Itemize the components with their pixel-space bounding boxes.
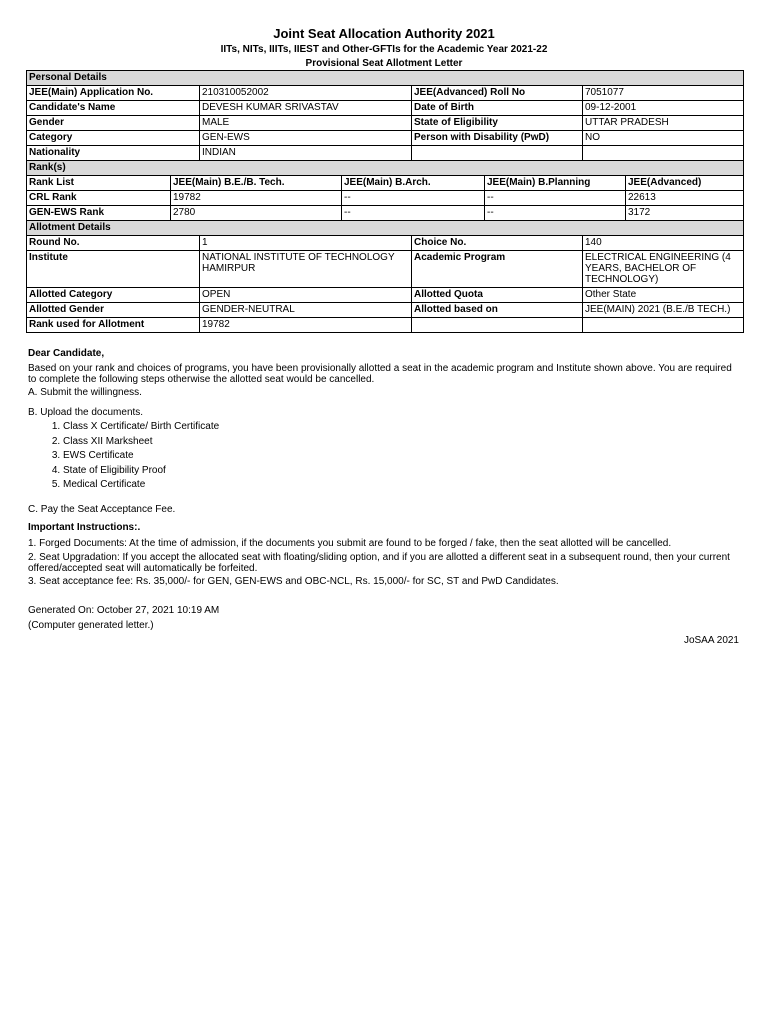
table-row [27, 146, 744, 161]
rank-cell: -- [342, 191, 485, 206]
rank-cell: -- [342, 206, 485, 221]
institute-label: Institute [27, 251, 200, 288]
nationality-label: Nationality [27, 146, 200, 161]
page-subtitle: IITs, NITs, IIITs, IIEST and Other-GFTIs for the Academic Year 2021-22 [220, 44, 548, 55]
name-label: Candidate's Name [27, 101, 200, 116]
table-row [27, 131, 744, 146]
app-no-label: JEE(Main) Application No. [27, 86, 200, 101]
program-label: Academic Program [412, 251, 583, 288]
rank-cell: GEN-EWS Rank [27, 206, 171, 221]
gender-value: MALE [200, 116, 412, 131]
pwd-value: NO [583, 131, 744, 146]
quota-value: Other State [583, 288, 744, 303]
roll-label: JEE(Advanced) Roll No [412, 86, 583, 101]
rank-cell: 2780 [171, 206, 342, 221]
choice-label: Choice No. [412, 236, 583, 251]
page-title: Joint Seat Allocation Authority 2021 [273, 26, 495, 41]
list-item: 1. Class X Certificate/ Birth Certificate [63, 420, 219, 435]
state-value: UTTAR PRADESH [583, 116, 744, 131]
section-header-allotment [27, 221, 744, 236]
category-label: Category [27, 131, 200, 146]
rank-row [27, 206, 744, 221]
table-row [27, 86, 744, 101]
table-row [27, 288, 744, 303]
nationality-value: INDIAN [200, 146, 412, 161]
table-row [27, 116, 744, 131]
state-label: State of Eligibility [412, 116, 583, 131]
list-item: 5. Medical Certificate [63, 478, 219, 493]
allotted-gender-value: GENDER-NEUTRAL [200, 303, 412, 318]
table-row [27, 303, 744, 318]
section-header-personal [27, 71, 744, 86]
rank-cell: -- [485, 191, 626, 206]
list-item: 3. EWS Certificate [63, 449, 219, 464]
quota-label: Allotted Quota [412, 288, 583, 303]
rank-used-value: 19782 [200, 318, 412, 333]
rank-cell: 22613 [626, 191, 744, 206]
rank-used-label: Rank used for Allotment [27, 318, 200, 333]
dob-value: 09-12-2001 [583, 101, 744, 116]
name-value: DEVESH KUMAR SRIVASTAV [200, 101, 412, 116]
list-item: 4. State of Eligibility Proof [63, 464, 219, 479]
rank-cell: -- [485, 206, 626, 221]
intro-paragraph: Based on your rank and choices of programs, you have been provisionally allotted a seat in the academic program and Institute shown above. You are required to complete the following steps otherwise the allotted seat would be cancelled. [28, 363, 732, 385]
app-no-value: 210310052002 [200, 86, 412, 101]
rank-cell: 19782 [171, 191, 342, 206]
rank-col-header: JEE(Advanced) [626, 176, 744, 191]
round-value: 1 [200, 236, 412, 251]
category-value: GEN-EWS [200, 131, 412, 146]
documents-list [28, 420, 219, 493]
table-row [27, 251, 744, 288]
generated-on: Generated On: October 27, 2021 10:19 AM [28, 605, 220, 616]
rank-col-header: JEE(Main) B.E./B. Tech. [171, 176, 342, 191]
step-a: A. Submit the willingness. [28, 387, 142, 398]
instruction-item: 1. Forged Documents: At the time of admission, if the documents you submit are found to be forged / fake, then the seat allotted will be cancelled. [28, 538, 672, 549]
program-value: ELECTRICAL ENGINEERING (4 YEARS, BACHELOR OF TECHNOLOGY) [583, 251, 744, 288]
allotted-category-label: Allotted Category [27, 288, 200, 303]
footer-signature: JoSAA 2021 [683, 635, 739, 646]
rank-row [27, 191, 744, 206]
rank-cell: 3172 [626, 206, 744, 221]
rank-header-row [27, 176, 744, 191]
instruction-item: 2. Seat Upgradation: If you accept the allocated seat with floating/sliding option, and if you are allotted a different seat in a subsequent round, then your current offered/accepted seat will automatically be forfeited. [28, 552, 730, 574]
roll-value: 7051077 [583, 86, 744, 101]
table-row [27, 236, 744, 251]
based-on-value: JEE(MAIN) 2021 (B.E./B TECH.) [583, 303, 744, 318]
rank-col-header: JEE(Main) B.Arch. [342, 176, 485, 191]
section-title: Personal Details [27, 71, 744, 86]
instructions-title: Important Instructions:. [28, 522, 141, 533]
section-header-ranks [27, 161, 744, 176]
table-row [27, 318, 744, 333]
step-c: C. Pay the Seat Acceptance Fee. [28, 504, 176, 515]
rank-col-header: JEE(Main) B.Planning [485, 176, 626, 191]
table-row [27, 101, 744, 116]
salutation: Dear Candidate, [28, 348, 105, 359]
pwd-label: Person with Disability (PwD) [412, 131, 583, 146]
institute-value: NATIONAL INSTITUTE OF TECHNOLOGY HAMIRPUR [200, 251, 412, 288]
rank-col-header: Rank List [27, 176, 171, 191]
letter-title: Provisional Seat Allotment Letter [305, 58, 463, 69]
step-b: B. Upload the documents. [28, 407, 144, 418]
round-label: Round No. [27, 236, 200, 251]
choice-value: 140 [583, 236, 744, 251]
section-title: Allotment Details [27, 221, 744, 236]
rank-cell: CRL Rank [27, 191, 171, 206]
instruction-item: 3. Seat acceptance fee: Rs. 35,000/- for GEN, GEN-EWS and OBC-NCL, Rs. 15,000/- for SC, ST and PwD Candidates. [28, 576, 559, 587]
based-on-label: Allotted based on [412, 303, 583, 318]
dob-label: Date of Birth [412, 101, 583, 116]
allotted-category-value: OPEN [200, 288, 412, 303]
details-table [26, 70, 744, 333]
gender-label: Gender [27, 116, 200, 131]
computer-generated-note: (Computer generated letter.) [28, 620, 154, 631]
allotted-gender-label: Allotted Gender [27, 303, 200, 318]
section-title: Rank(s) [27, 161, 744, 176]
list-item: 2. Class XII Marksheet [63, 435, 219, 450]
